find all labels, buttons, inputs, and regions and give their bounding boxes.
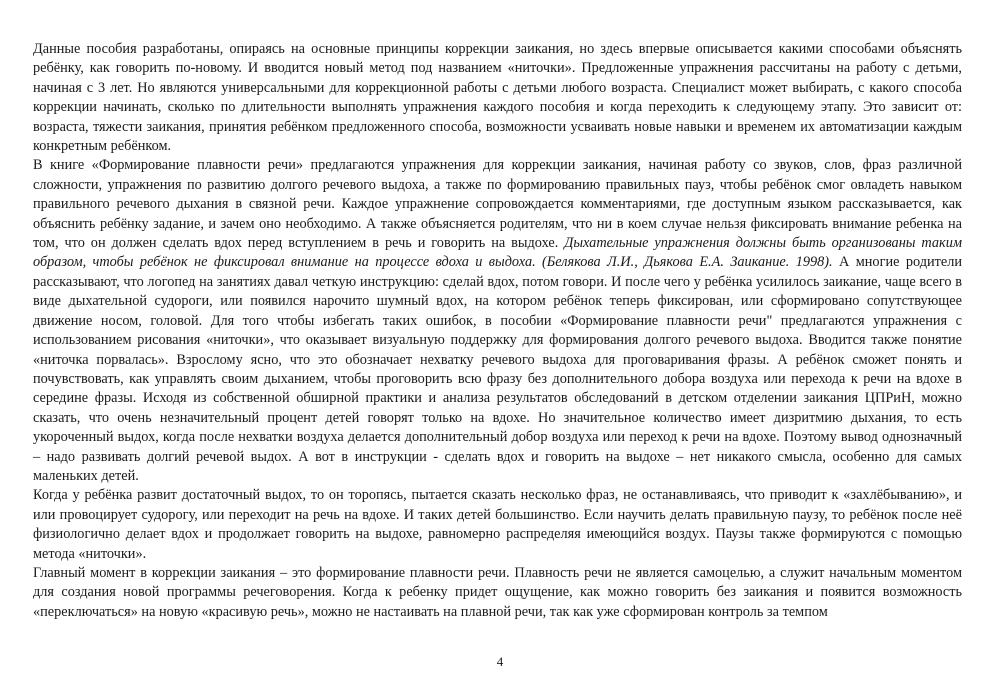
paragraph-3: Когда у ребёнка развит достаточный выдох, то он торопясь, пытается сказать несколько фраз, не останавливаясь, что приводит к «захлёбыванию», и или провоцирует судорогу, или переходит на речь на вдохе. И таких детей большинство. Если научить делать правильную паузу, то ребёнок после неё физиологично делает вдох и продолжает говорить на выдохе, равномерно распределяя имеющийся воздух. Паузы также формируются с помощью метода «ниточки». [33, 487, 962, 562]
paragraph-1: Данные пособия разработаны, опираясь на основные принципы коррекции заикания, но здесь впервые описывается какими способами объяснять ребёнку, как говорить по-новому. И вводится новый метод под названием «ниточки». Предложенные упражнения рассчитаны на работу с детьми, начиная с 3 лет. Но являются универсальными для коррекционной работы с детьми любого возраста. Специалист может выбирать, с какого способа коррекции начинать, сколько по длительности выполнять упражнения каждого пособия и когда переходить к следующему этапу. Это зависит от: возраста, тяжести заикания, принятия ребёнком предложенного способа, возможности усваивать новые навыки и временем их автоматизации каждым конкретным ребёнком. [33, 41, 962, 155]
paragraph-4: Главный момент в коррекции заикания – это формирование плавности речи. Плавность речи не является самоцелью, а служит начальным моментом для создания новой программы речеговорения. Когда к ребенку придет ощущение, как можно говорить без заикания и появится возможность «переключаться» на новую «красивую речь», можно не настаивать на плавной речи, так как уже сформирован контроль за темпом [33, 564, 962, 620]
document-body [33, 40, 962, 622]
paragraph-2-text-before: В книге «Формирование плавности речи» предлагаются упражнения для коррекции заикания, начиная работу со звуков, слов, фраз различной сложности, упражнения по развитию долгого речевого выдоха, а также по формированию правильных пауз, чтобы ребёнок смог овладеть навыком правильного речевого дыхания в связной речи. Каждое упражнение сопровождается комментариями, где доступным языком рассказывается, как объяснить ребёнку задание, и зачем оно необходимо. А также объясняется родителям, что ни в коем случае нельзя фиксировать внимание ребенка на том, что он должен сделать вдох перед вступлением в речь и говорить на выдохе. [33, 157, 962, 252]
paragraph-2 [33, 156, 962, 486]
page-number: 4 [496, 654, 504, 669]
paragraph-2-italic-quote: Дыхательные упражнения должны быть организованы таким образом, чтобы ребёнок не фиксировал внимание на процессе вдоха и выдоха. (Белякова Л.И., Дьякова Е.А. Заикание. 1998). [33, 235, 963, 271]
paragraph-2-text-after: А многие родители рассказывают, что логопед на занятиях давал четкую инструкцию: сделай вдох, потом говори. И после чего у ребёнка усилилось заикание, чаще всего в виде дыхательной судороги, или появился нарочито шумный вдох, на котором ребёнок теперь фиксирован, или сформировано сопутствующее движение носом, головой. Для того чтобы избегать таких ошибок, в пособии «Формирование плавности речи" предлагаются упражнения с использованием рисования «ниточки», что оказывает визуальную поддержку для формирования долгого речевого выдоха. Вводится также понятие «ниточка порвалась». Взрослому ясно, что это обозначает нехватку речевого выдоха для проговаривания фразы. А ребёнок сможет понять и почувствовать, как управлять своим дыханием, чтобы проговорить всю фразу без дополнительного добора воздуха или перехода к речи на вдохе в середине фразы. Исходя из собственной обширной практики и анализа результатов обследований в детском отделении заикания ЦПРиН, можно сказать, что очень незначительный процент детей говорят только на вдохе. Но значительное количество имеет дизритмию дыхания, то есть укороченный выдох, когда после нехватки воздуха делается дополнительный добор воздуха или переход к речи на вдохе. Поэтому вывод однозначный – надо развивать долгий речевой выдох. А вот в инструкции - сделать вдох и говорить на выдохе – нет никакого смысла, особенно для самых маленьких детей. [33, 254, 963, 484]
